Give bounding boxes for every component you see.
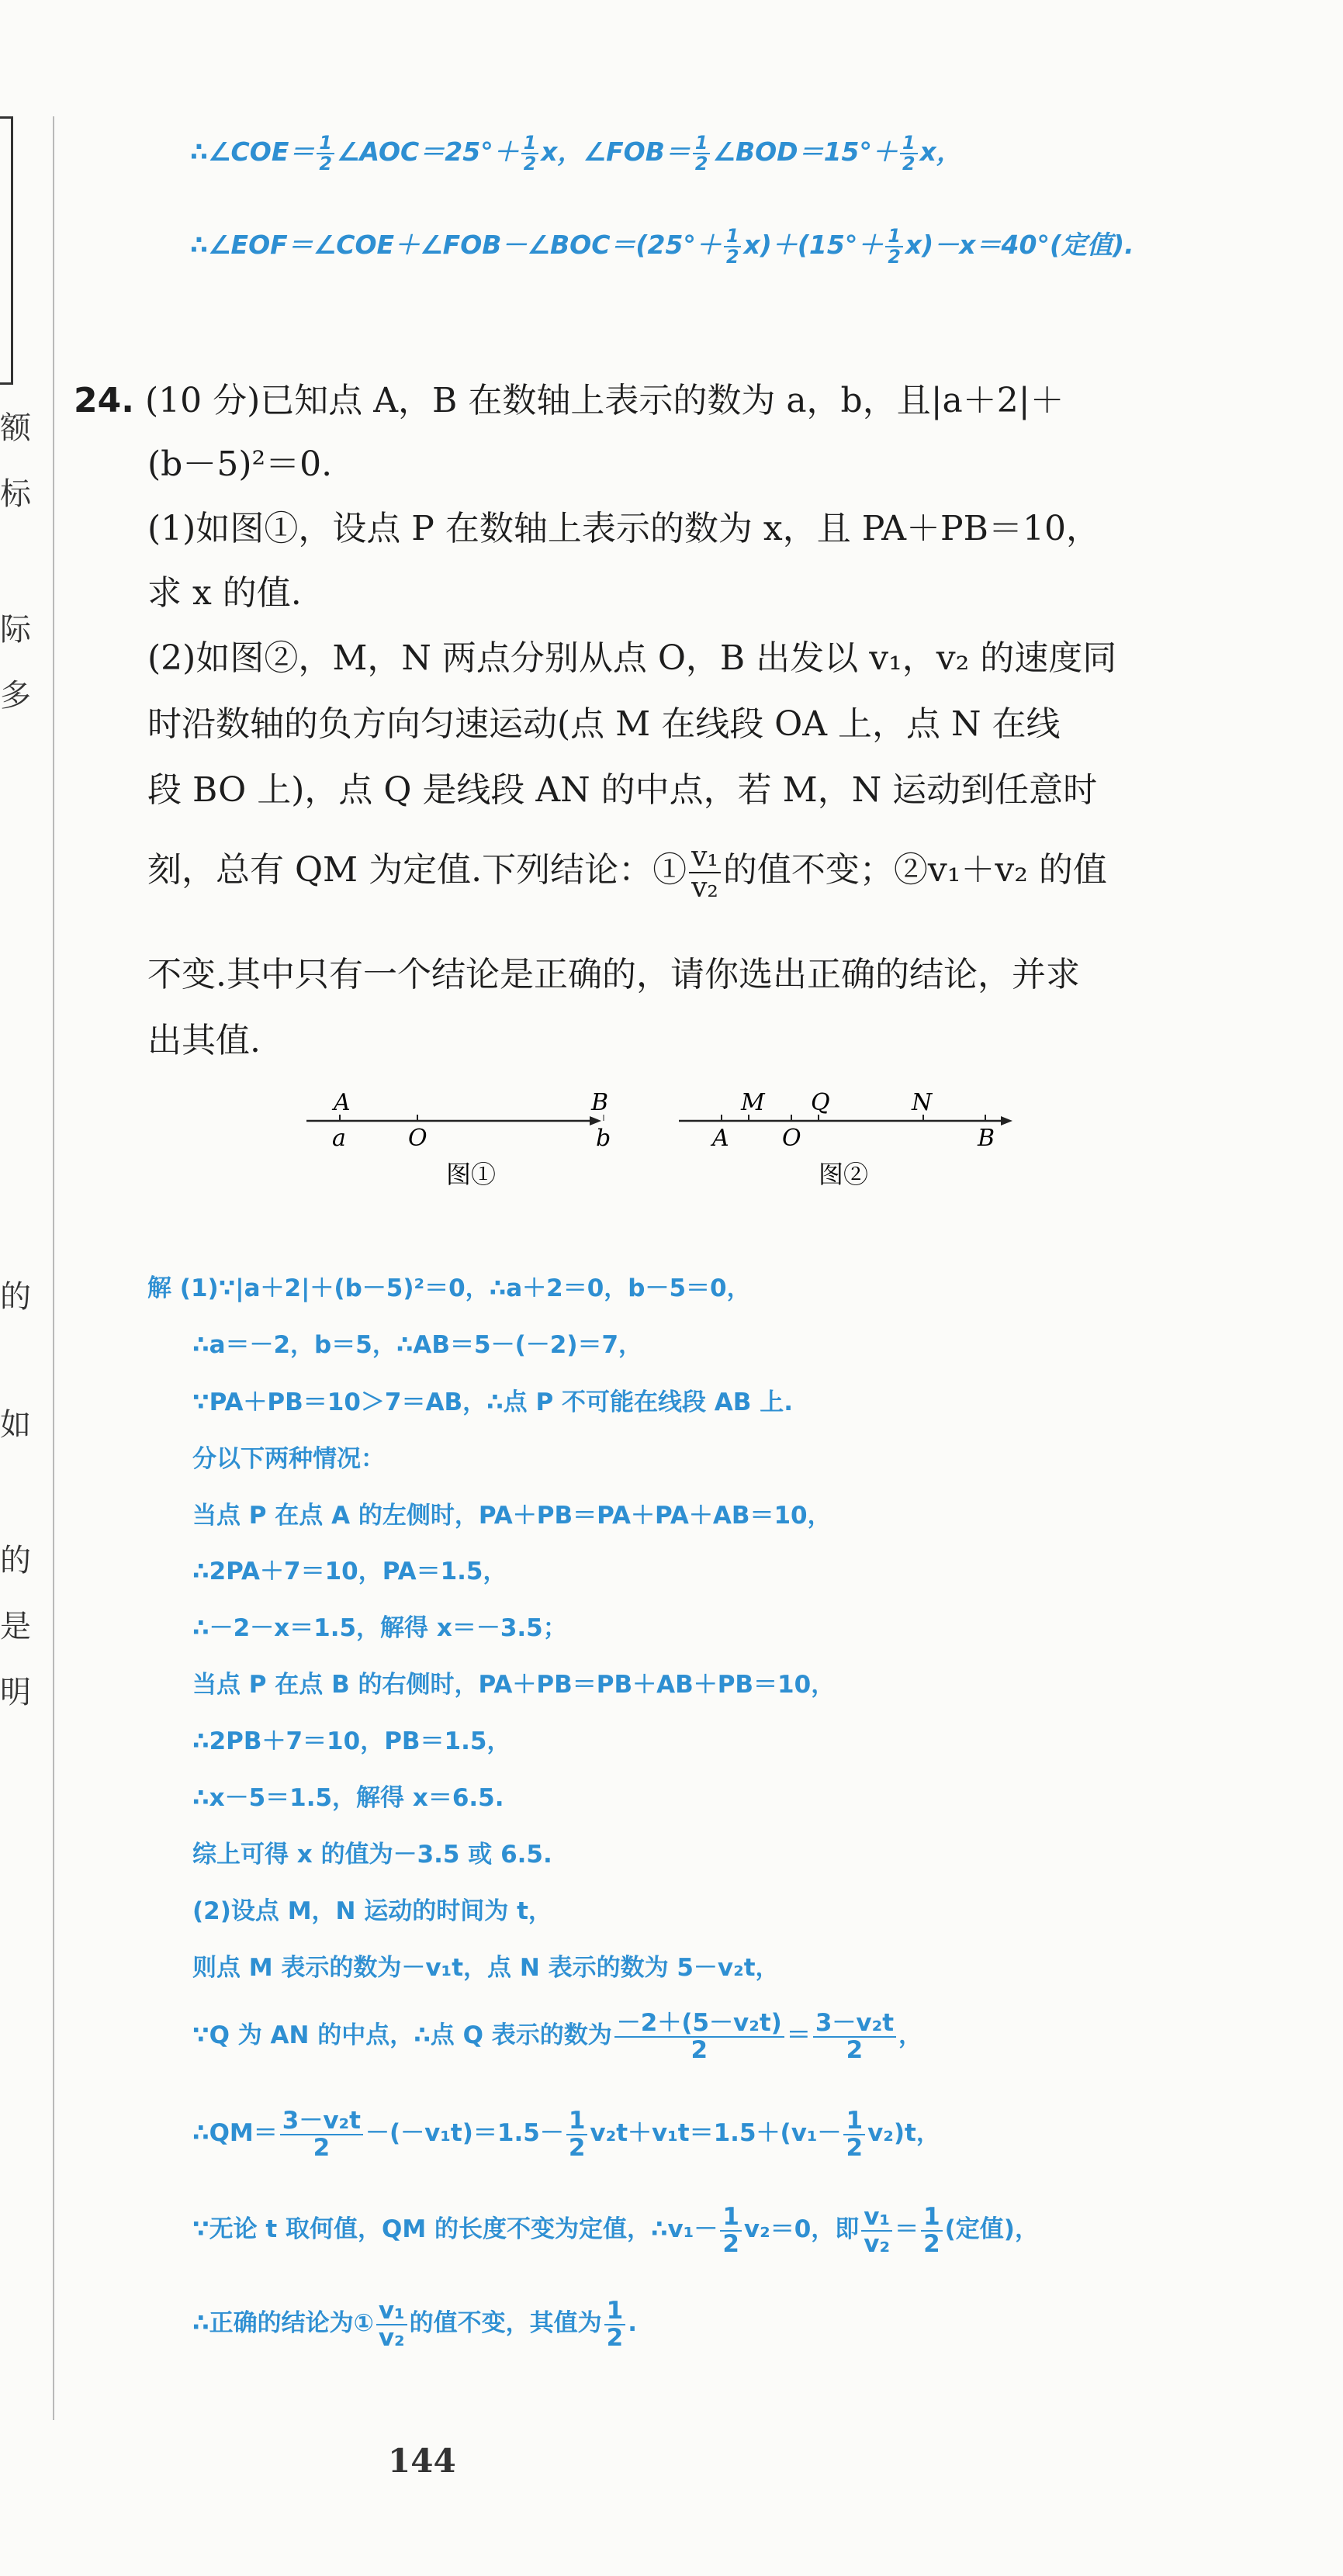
solution-line-14: ∵Q 为 AN 的中点，∴点 Q 表示的数为 $\frac{\text{－2＋(5－v₂t)}}{2}$ ＝ $\frac{\text{3－v₂t}}{2}$ ， — [192, 2009, 923, 2064]
edge-char: 明 — [0, 1675, 31, 1710]
question-line-1: 24. (10 分)已知点 A，B 在数轴上表示的数为 a，b，且|a＋2|＋ — [74, 381, 1064, 420]
left-margin-box — [0, 116, 13, 385]
question-line-2: (b－5)²＝0. — [147, 444, 333, 484]
edge-char: 如 — [0, 1407, 31, 1443]
page-number: 144 — [388, 2442, 456, 2480]
question-number: 24. — [74, 381, 134, 420]
solution-line-10: ∴x－5＝1.5，解得 x＝6.5. — [192, 1784, 504, 1812]
edge-char: 际 — [0, 612, 31, 648]
fig1-label-B: B — [591, 1089, 609, 1116]
fig2-label-A: A — [712, 1125, 729, 1152]
question-line-7: 段 BO 上)，点 Q 是线段 AN 的中点，若 M，N 运动到任意时 — [147, 770, 1098, 810]
figure-1-number-line — [303, 1082, 613, 1191]
solution-line-9: ∴2PB＋7＝10，PB＝1.5， — [192, 1727, 511, 1755]
fig1-label-b: b — [596, 1125, 611, 1152]
edge-char: 标 — [0, 476, 31, 512]
prev-answer-line-1: ∴∠COE＝ $\frac{1}{2}$ ∠AOC＝25°＋ $\frac{1}{2}$ x，∠FOB＝ $\frac{1}{2}$ ∠BOD＝15°＋ $\frac{1}{2}$ x， — [190, 131, 962, 175]
solution-line-13: 则点 M 表示的数为－v₁t，点 N 表示的数为 5－v₂t， — [192, 1954, 780, 1982]
solution-line-5: 当点 P 在点 A 的左侧时，PA＋PB＝PA＋PA＋AB＝10， — [192, 1502, 832, 1530]
fig1-label-O: O — [408, 1125, 427, 1152]
fig1-label-A: A — [334, 1089, 351, 1116]
solution-line-6: ∴2PA＋7＝10，PA＝1.5， — [192, 1558, 507, 1585]
question-line-4: 求 x 的值. — [147, 573, 302, 613]
solution-line-2: ∴a＝－2，b＝5，∴AB＝5－(－2)＝7， — [192, 1331, 643, 1359]
fig2-label-Q: Q — [811, 1089, 830, 1116]
solution-line-8: 当点 P 在点 B 的右侧时，PA＋PB＝PB＋AB＋PB＝10， — [192, 1671, 836, 1699]
edge-char: 的 — [0, 1279, 31, 1315]
solution-line-17: ∴正确的结论为① $\frac{\text{v₁}}{\text{v₂}}$ 的值不变，其值为 $\frac{1}{2}$ . — [192, 2297, 637, 2352]
solution-line-1: 解 (1)∵|a＋2|＋(b－5)²＝0，∴a＋2＝0，b－5＝0， — [147, 1274, 751, 1302]
edge-char: 是 — [0, 1609, 31, 1644]
fig2-label-N: N — [912, 1089, 933, 1116]
fig2-caption: 图② — [819, 1160, 869, 1189]
question-line-8: 刻，总有 QM 为定值.下列结论：① $\frac{\text{v₁}}{\text{v₂}}$ 的值不变；②v₁＋v₂ 的值 — [147, 840, 1107, 904]
figure-2-number-line — [675, 1082, 1024, 1191]
margin-rule — [53, 116, 54, 2420]
question-line-6: 时沿数轴的负方向匀速运动(点 M 在线段 OA 上，点 N 在线 — [147, 704, 1061, 744]
question-line-9: 不变.其中只有一个结论是正确的，请你选出正确的结论，并求 — [147, 955, 1080, 994]
edge-char: 额 — [0, 410, 31, 446]
fig1-caption: 图① — [446, 1160, 497, 1189]
question-line-10: 出其值. — [147, 1021, 261, 1060]
solution-line-7: ∴－2－x＝1.5，解得 x＝－3.5； — [192, 1614, 567, 1642]
solution-line-12: (2)设点 M，N 运动的时间为 t， — [192, 1897, 552, 1925]
edge-char: 的 — [0, 1543, 31, 1578]
solution-line-15: ∴QM＝ $\frac{\text{3－v₂t}}{2}$ －(－v₁t)＝1.5－ $\frac{1}{2}$ v₂t＋v₁t＝1.5＋(v₁－ $\frac{1}{2}$ v₂)t， — [192, 2107, 940, 2162]
fig1-label-a: a — [332, 1125, 346, 1152]
solution-line-3: ∵PA＋PB＝10＞7＝AB，∴点 P 不可能在线段 AB 上. — [192, 1388, 793, 1416]
solution-line-11: 综上可得 x 的值为－3.5 或 6.5. — [192, 1841, 552, 1869]
question-line-5: (2)如图②，M，N 两点分别从点 O，B 出发以 v₁，v₂ 的速度同 — [147, 638, 1117, 678]
solution-line-4: 分以下两种情况： — [192, 1445, 385, 1473]
question-line-3: (1)如图①，设点 P 在数轴上表示的数为 x，且 PA＋PB＝10， — [147, 509, 1100, 548]
fig2-label-O: O — [782, 1125, 801, 1152]
fig2-label-M: M — [741, 1089, 765, 1116]
prev-answer-line-2: ∴∠EOF＝∠COE＋∠FOB－∠BOC＝(25°＋ $\frac{1}{2}$ x)＋(15°＋ $\frac{1}{2}$ x)－x＝40°(定值). — [190, 224, 1134, 268]
solution-line-16: ∵无论 t 取何值，QM 的长度不变为定值，∴v₁－ $\frac{1}{2}$ v₂＝0，即 $\frac{\text{v₁}}{\text{v₂}}$ ＝ $\frac{1}{2}$ (定值)， — [192, 2203, 1039, 2258]
edge-char: 多 — [0, 678, 31, 714]
fig2-label-B: B — [978, 1125, 995, 1152]
